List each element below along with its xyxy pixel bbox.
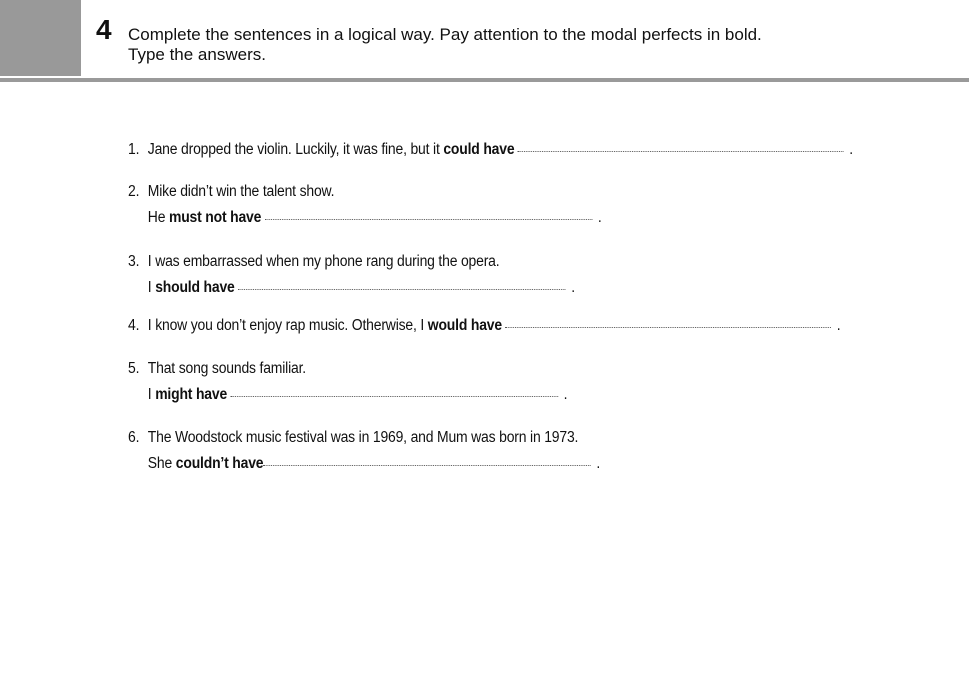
modal-phrase: couldn’t have <box>175 455 264 472</box>
list-item <box>128 182 334 202</box>
item-number: 5. <box>128 360 140 377</box>
answer-blank[interactable] <box>263 463 591 466</box>
item-number: 3. <box>128 253 140 270</box>
item-prompt: I know you don’t enjoy rap music. Otherwise, I <box>147 317 428 334</box>
exercise-instructions <box>128 25 762 65</box>
answer-blank[interactable] <box>518 149 844 152</box>
item-period: . <box>571 279 575 296</box>
exercise-number: 4 <box>96 14 112 45</box>
instruction-line-2: Type the answers. <box>128 45 266 64</box>
item-prompt: That song sounds familiar. <box>147 360 306 377</box>
list-item <box>128 428 578 448</box>
answer-line <box>148 385 568 405</box>
item-period: . <box>596 455 601 472</box>
list-item <box>128 252 499 272</box>
answer-line <box>148 454 600 474</box>
header-divider <box>0 78 969 82</box>
item-subject: She <box>147 455 176 472</box>
item-number: 4. <box>128 317 140 334</box>
item-prompt: Jane dropped the violin. Luckily, it was fine, but it <box>147 141 444 158</box>
exercise-header-block <box>0 0 81 76</box>
item-number: 1. <box>128 141 140 158</box>
item-subject: I <box>147 386 156 403</box>
item-number: 6. <box>128 429 140 446</box>
item-period: . <box>563 386 568 403</box>
modal-phrase: might have <box>155 386 228 403</box>
modal-phrase: could have <box>443 141 515 158</box>
list-item <box>128 359 306 379</box>
item-period: . <box>597 209 602 226</box>
item-number: 2. <box>128 183 140 200</box>
item-subject: I <box>147 279 156 296</box>
item-period: . <box>849 141 853 158</box>
list-item <box>128 140 853 160</box>
item-prompt: The Woodstock music festival was in 1969, and Mum was born in 1973. <box>147 429 579 446</box>
item-period: . <box>836 317 841 334</box>
modal-phrase: should have <box>155 279 235 296</box>
modal-phrase: must not have <box>168 209 262 226</box>
answer-line <box>148 208 602 228</box>
item-prompt: Mike didn’t win the talent show. <box>147 183 335 200</box>
answer-blank[interactable] <box>238 287 566 290</box>
item-prompt: I was embarrassed when my phone rang during the opera. <box>147 253 500 270</box>
item-subject: He <box>147 209 169 226</box>
answer-blank[interactable] <box>265 217 593 220</box>
modal-phrase: would have <box>427 317 502 334</box>
answer-line <box>148 278 575 298</box>
answer-blank[interactable] <box>506 325 832 328</box>
list-item <box>128 316 840 336</box>
answer-blank[interactable] <box>231 394 559 397</box>
instruction-line-1: Complete the sentences in a logical way. Pay attention to the modal perfects in bold. <box>128 25 762 44</box>
